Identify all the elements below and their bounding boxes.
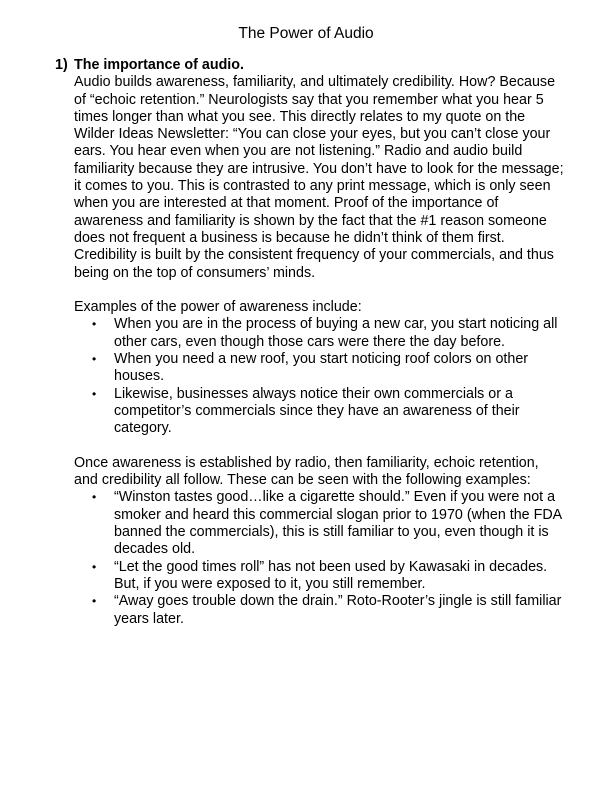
awareness-intro: Examples of the power of awareness include: — [74, 299, 362, 316]
list-item — [92, 385, 566, 438]
familiarity-intro: Once awareness is established by radio, then familiarity, echoic retention, and credibility all follow. These can be seen with the following examples: — [74, 454, 539, 489]
intro-paragraph: Audio builds awareness, familiarity, and ultimately credibility. How? Because of “echoic retention.” Neurologists say that you remember what you hear 5 times longer than what you see. This directly relates to my quote on the Wilder Ideas Newsletter: “You can close your eyes, but you can’t close your ears. You hear even when you are not listening.” Radio and audio build familiarity because they are intrusive. You don’t have to look for the message; it comes to you. This is contrasted to any print message, which is only seen when you are interested at that moment. Proof of the importance of awareness and familiarity is shown by the fact that the #1 reason someone does not frequent a business is because he didn’t think of them first. Credibility is built by the consistent frequency of your commercials, and thus being on the top of consumers’ minds. — [74, 74, 564, 281]
section-importance-of-audio — [56, 57, 566, 628]
section-body — [74, 74, 566, 628]
list-item — [92, 558, 566, 594]
list-item-text: “Winston tastes good…like a cigarette should.” Even if you were not a smoker and heard this commercial slogan prior to 1970 (when the FDA banned the commercials), this is still familiar to you, even though it is decades old. — [114, 489, 562, 558]
section-heading — [56, 57, 566, 74]
paragraph-spacer — [74, 438, 566, 455]
list-item — [92, 316, 566, 351]
list-item-text: “Let the good times roll” has not been used by Kawasaki in decades. But, if you were exposed to it, you still remember. — [114, 558, 548, 592]
bullet-icon: • — [92, 317, 97, 332]
bullet-icon: • — [92, 352, 97, 367]
bullet-icon: • — [92, 386, 97, 401]
bullet-icon: • — [92, 490, 97, 505]
list-item — [92, 593, 566, 628]
list-item-text: When you are in the process of buying a new car, you start noticing all other cars, even though those cars were there the day before. — [114, 316, 558, 350]
bullet-icon: • — [92, 559, 97, 574]
section-number: 1) — [55, 57, 68, 73]
list-item-text: When you need a new roof, you start noticing roof colors on other houses. — [114, 351, 529, 385]
paragraph-spacer — [74, 282, 566, 299]
bullet-icon: • — [92, 594, 97, 609]
section-heading-text: The importance of audio. — [74, 57, 244, 73]
awareness-examples-list — [74, 316, 566, 437]
page-title: The Power of Audio — [238, 25, 374, 42]
list-item — [92, 351, 566, 386]
familiarity-examples-list — [74, 489, 566, 627]
list-item — [92, 489, 566, 558]
list-item-text: “Away goes trouble down the drain.” Roto-Rooter’s jingle is still familiar years later. — [114, 593, 562, 627]
list-item-text: Likewise, businesses always notice their own commercials or a competitor’s commercials since they have an awareness of their category. — [114, 385, 520, 437]
